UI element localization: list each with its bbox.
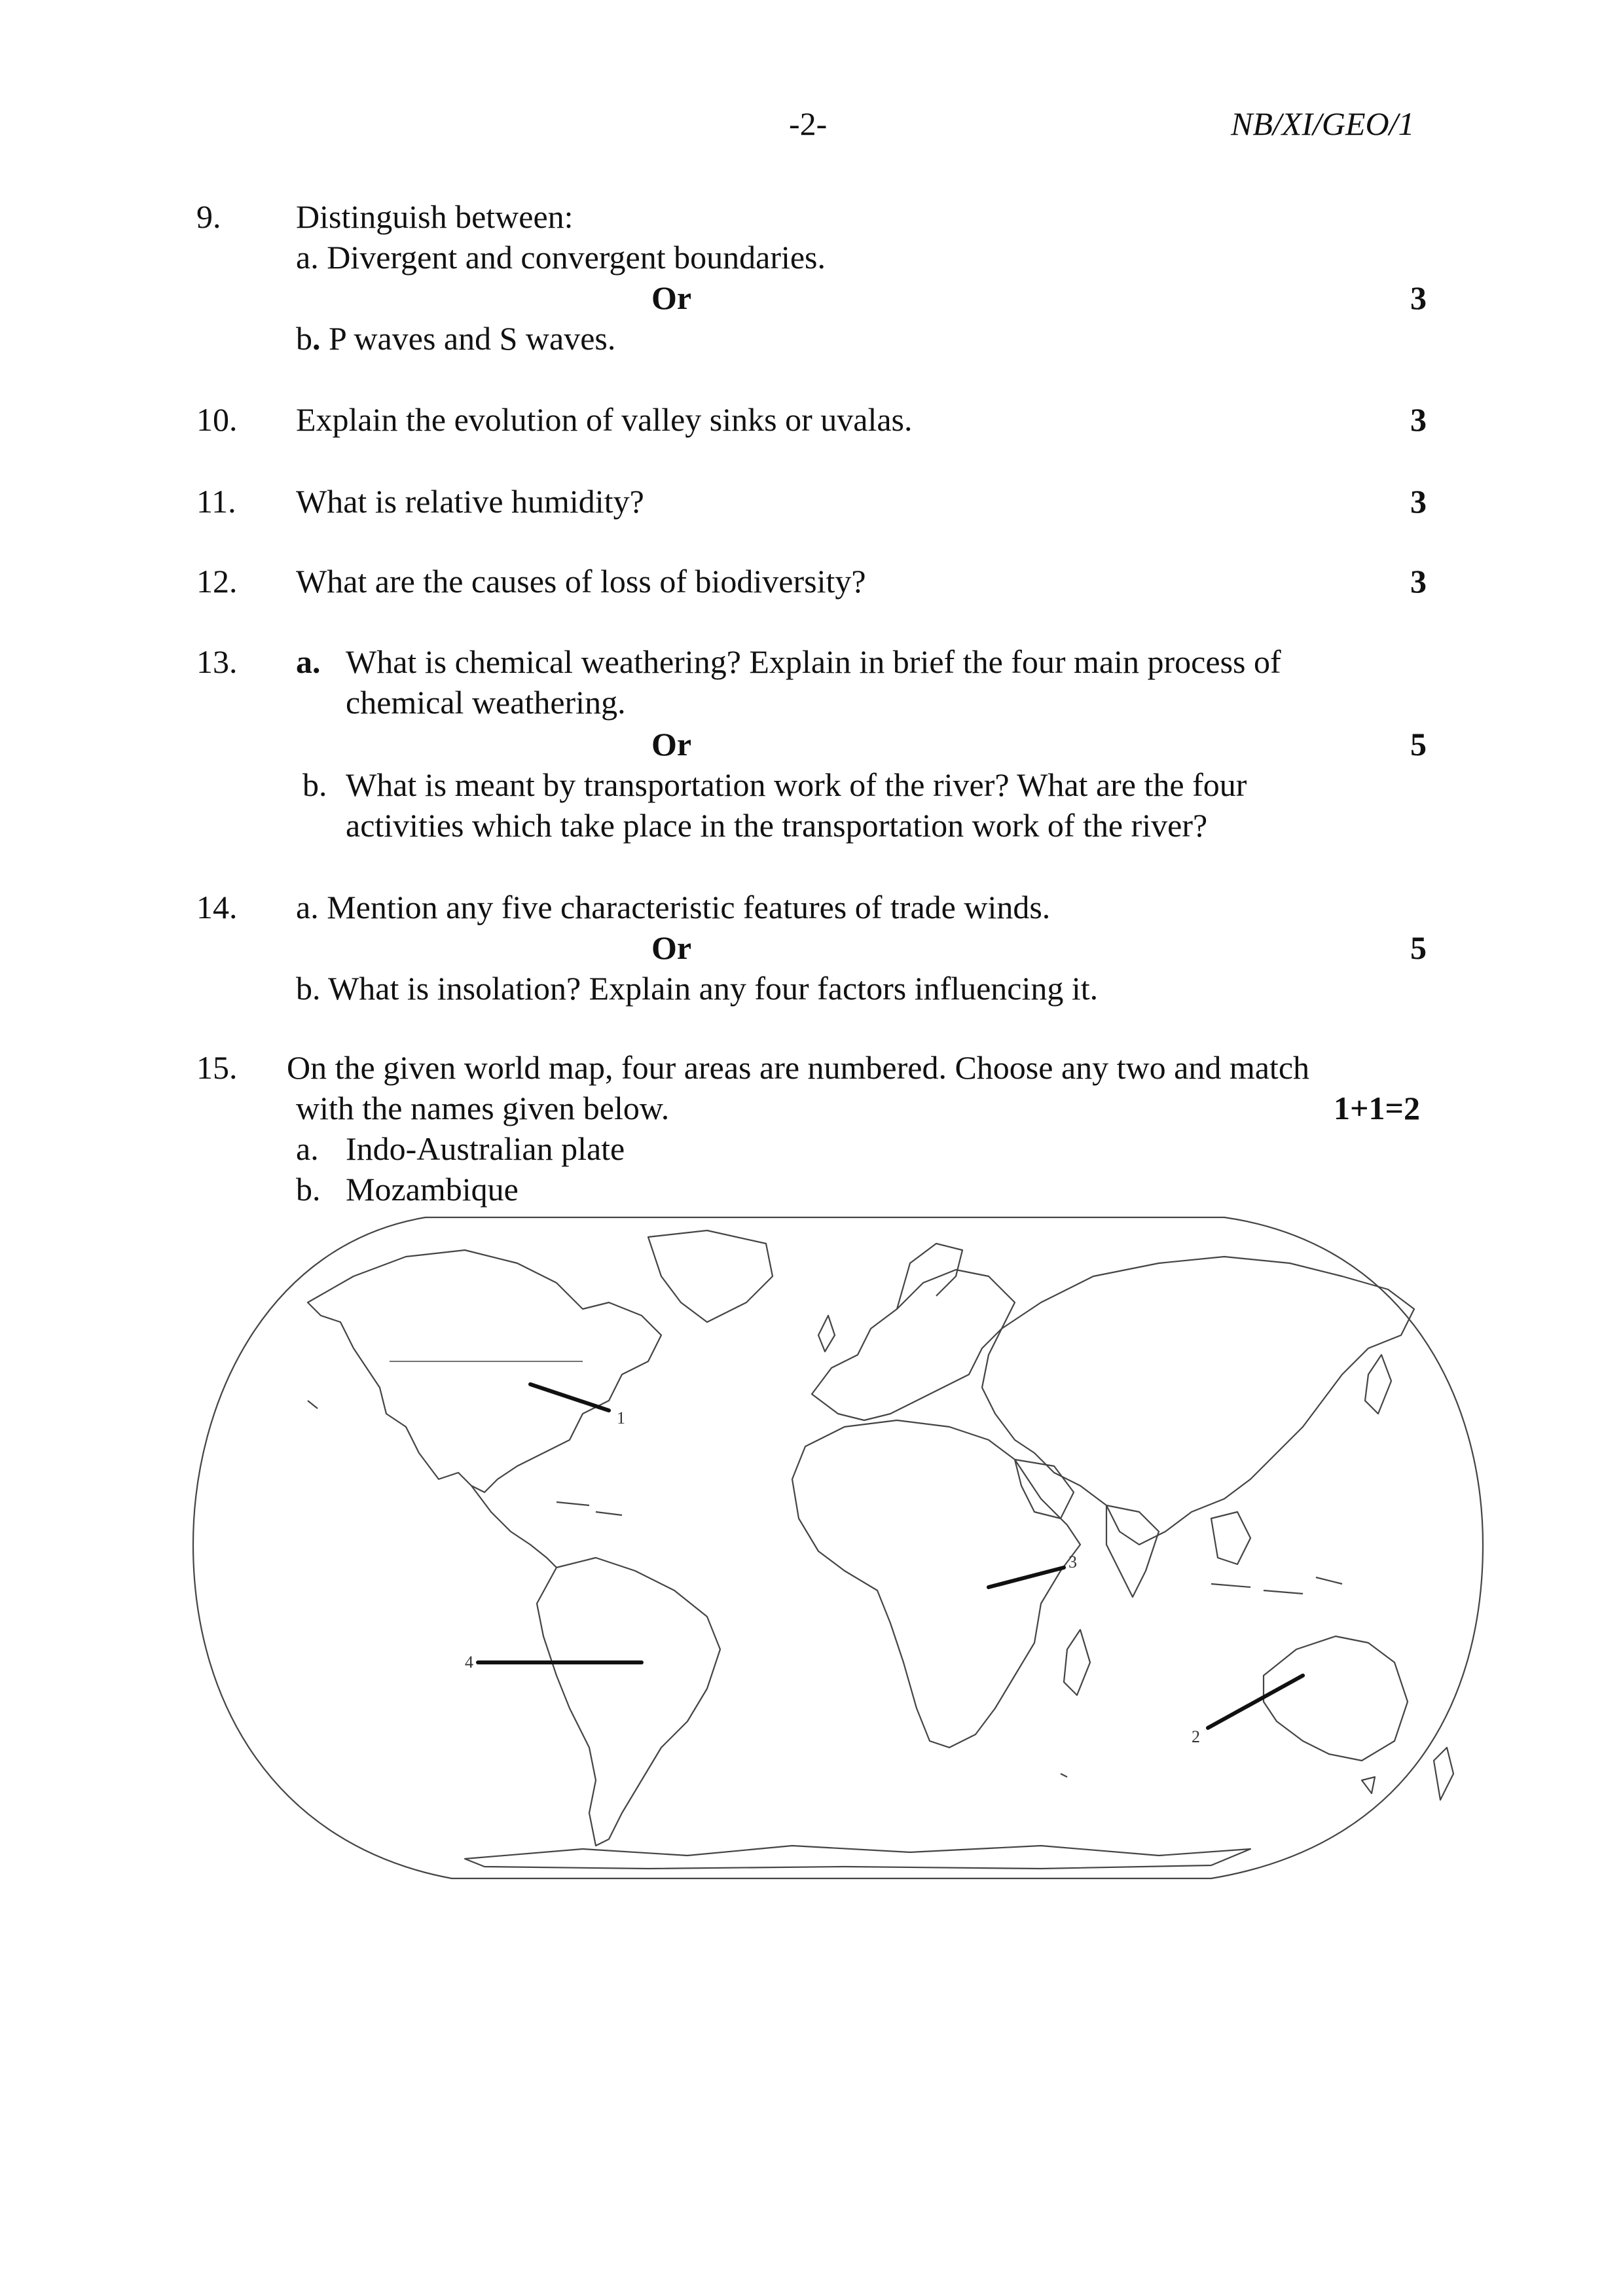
central-america [471, 1486, 556, 1568]
option-a-label: a. [296, 643, 321, 680]
option-b-label: b. [302, 766, 327, 803]
option-b-dot: . [312, 320, 321, 357]
question-text: What are the causes of loss of biodiversity? [296, 563, 866, 600]
question-option-b [296, 318, 615, 359]
question-text: On the given world map, four areas are numbered. Choose any two and match [287, 1049, 1310, 1086]
question-option-a: a. Divergent and convergent boundaries. [296, 239, 826, 276]
question-number: 9. [196, 198, 221, 235]
marks: 5 [1410, 726, 1427, 762]
question-option-b: What is meant by transportation work of the river? What are the four [346, 766, 1247, 803]
question-number: 13. [196, 643, 238, 680]
antarctica [465, 1846, 1250, 1869]
map-label-1: 1 [617, 1408, 625, 1427]
marks: 3 [1410, 401, 1427, 438]
north-america [308, 1250, 661, 1492]
match-option-b-label: b. [296, 1171, 321, 1208]
greenland [648, 1230, 773, 1322]
caribbean [556, 1502, 622, 1515]
map-label-3: 3 [1068, 1552, 1077, 1571]
arabia [1015, 1460, 1074, 1518]
question-number: 15. [196, 1049, 238, 1086]
question-number: 12. [196, 563, 238, 600]
south-america [537, 1558, 720, 1846]
india [1106, 1505, 1159, 1597]
uk [818, 1316, 835, 1352]
question-option-b: b. What is insolation? Explain any four factors influencing it. [296, 970, 1099, 1007]
indonesia [1211, 1577, 1342, 1594]
option-b-prefix: b [296, 320, 312, 357]
japan [1365, 1355, 1391, 1414]
question-option-b-cont: activities which take place in the transportation work of the river? [346, 807, 1208, 844]
new-zealand [1434, 1748, 1453, 1800]
tasmania [1362, 1777, 1375, 1793]
match-option-a: Indo-Australian plate [346, 1130, 625, 1167]
marks: 3 [1410, 279, 1427, 316]
world-map [190, 1204, 1486, 1885]
marks: 5 [1410, 929, 1427, 966]
madagascar [1064, 1630, 1090, 1695]
question-option-a: a. Mention any five characteristic features of trade winds. [296, 889, 1051, 925]
page-number: -2- [789, 105, 828, 142]
question-text: What is relative humidity? [296, 483, 644, 520]
question-text-cont: with the names given below. [296, 1090, 670, 1126]
question-text: Explain the evolution of valley sinks or uvalas. [296, 401, 913, 438]
marks: 1+1=2 [1334, 1090, 1420, 1126]
question-number: 14. [196, 889, 238, 925]
or-separator: Or [651, 726, 692, 762]
match-option-a-label: a. [296, 1130, 319, 1167]
southeast-asia [1211, 1512, 1250, 1564]
pointer-line-1 [530, 1384, 609, 1410]
paper-code: NB/XI/GEO/1 [1231, 105, 1415, 142]
question-text: Distinguish between: [296, 198, 574, 235]
australia [1264, 1636, 1408, 1761]
island [1061, 1774, 1067, 1777]
question-number: 10. [196, 401, 238, 438]
island [308, 1401, 318, 1408]
map-label-4: 4 [465, 1653, 473, 1672]
match-option-b: Mozambique [346, 1171, 519, 1208]
pointer-line-2 [1208, 1676, 1303, 1728]
option-b-text: P waves and S waves. [320, 320, 616, 357]
europe [812, 1270, 1015, 1420]
question-option-a-cont: chemical weathering. [346, 684, 626, 721]
asia [982, 1257, 1414, 1545]
map-frame [193, 1217, 1483, 1878]
africa [792, 1420, 1080, 1748]
or-separator: Or [651, 279, 692, 316]
or-separator: Or [651, 929, 692, 966]
map-label-2: 2 [1192, 1727, 1200, 1746]
marks: 3 [1410, 563, 1427, 600]
marks: 3 [1410, 483, 1427, 520]
question-number: 11. [196, 483, 236, 520]
question-option-a: What is chemical weathering? Explain in brief the four main process of [346, 643, 1281, 680]
